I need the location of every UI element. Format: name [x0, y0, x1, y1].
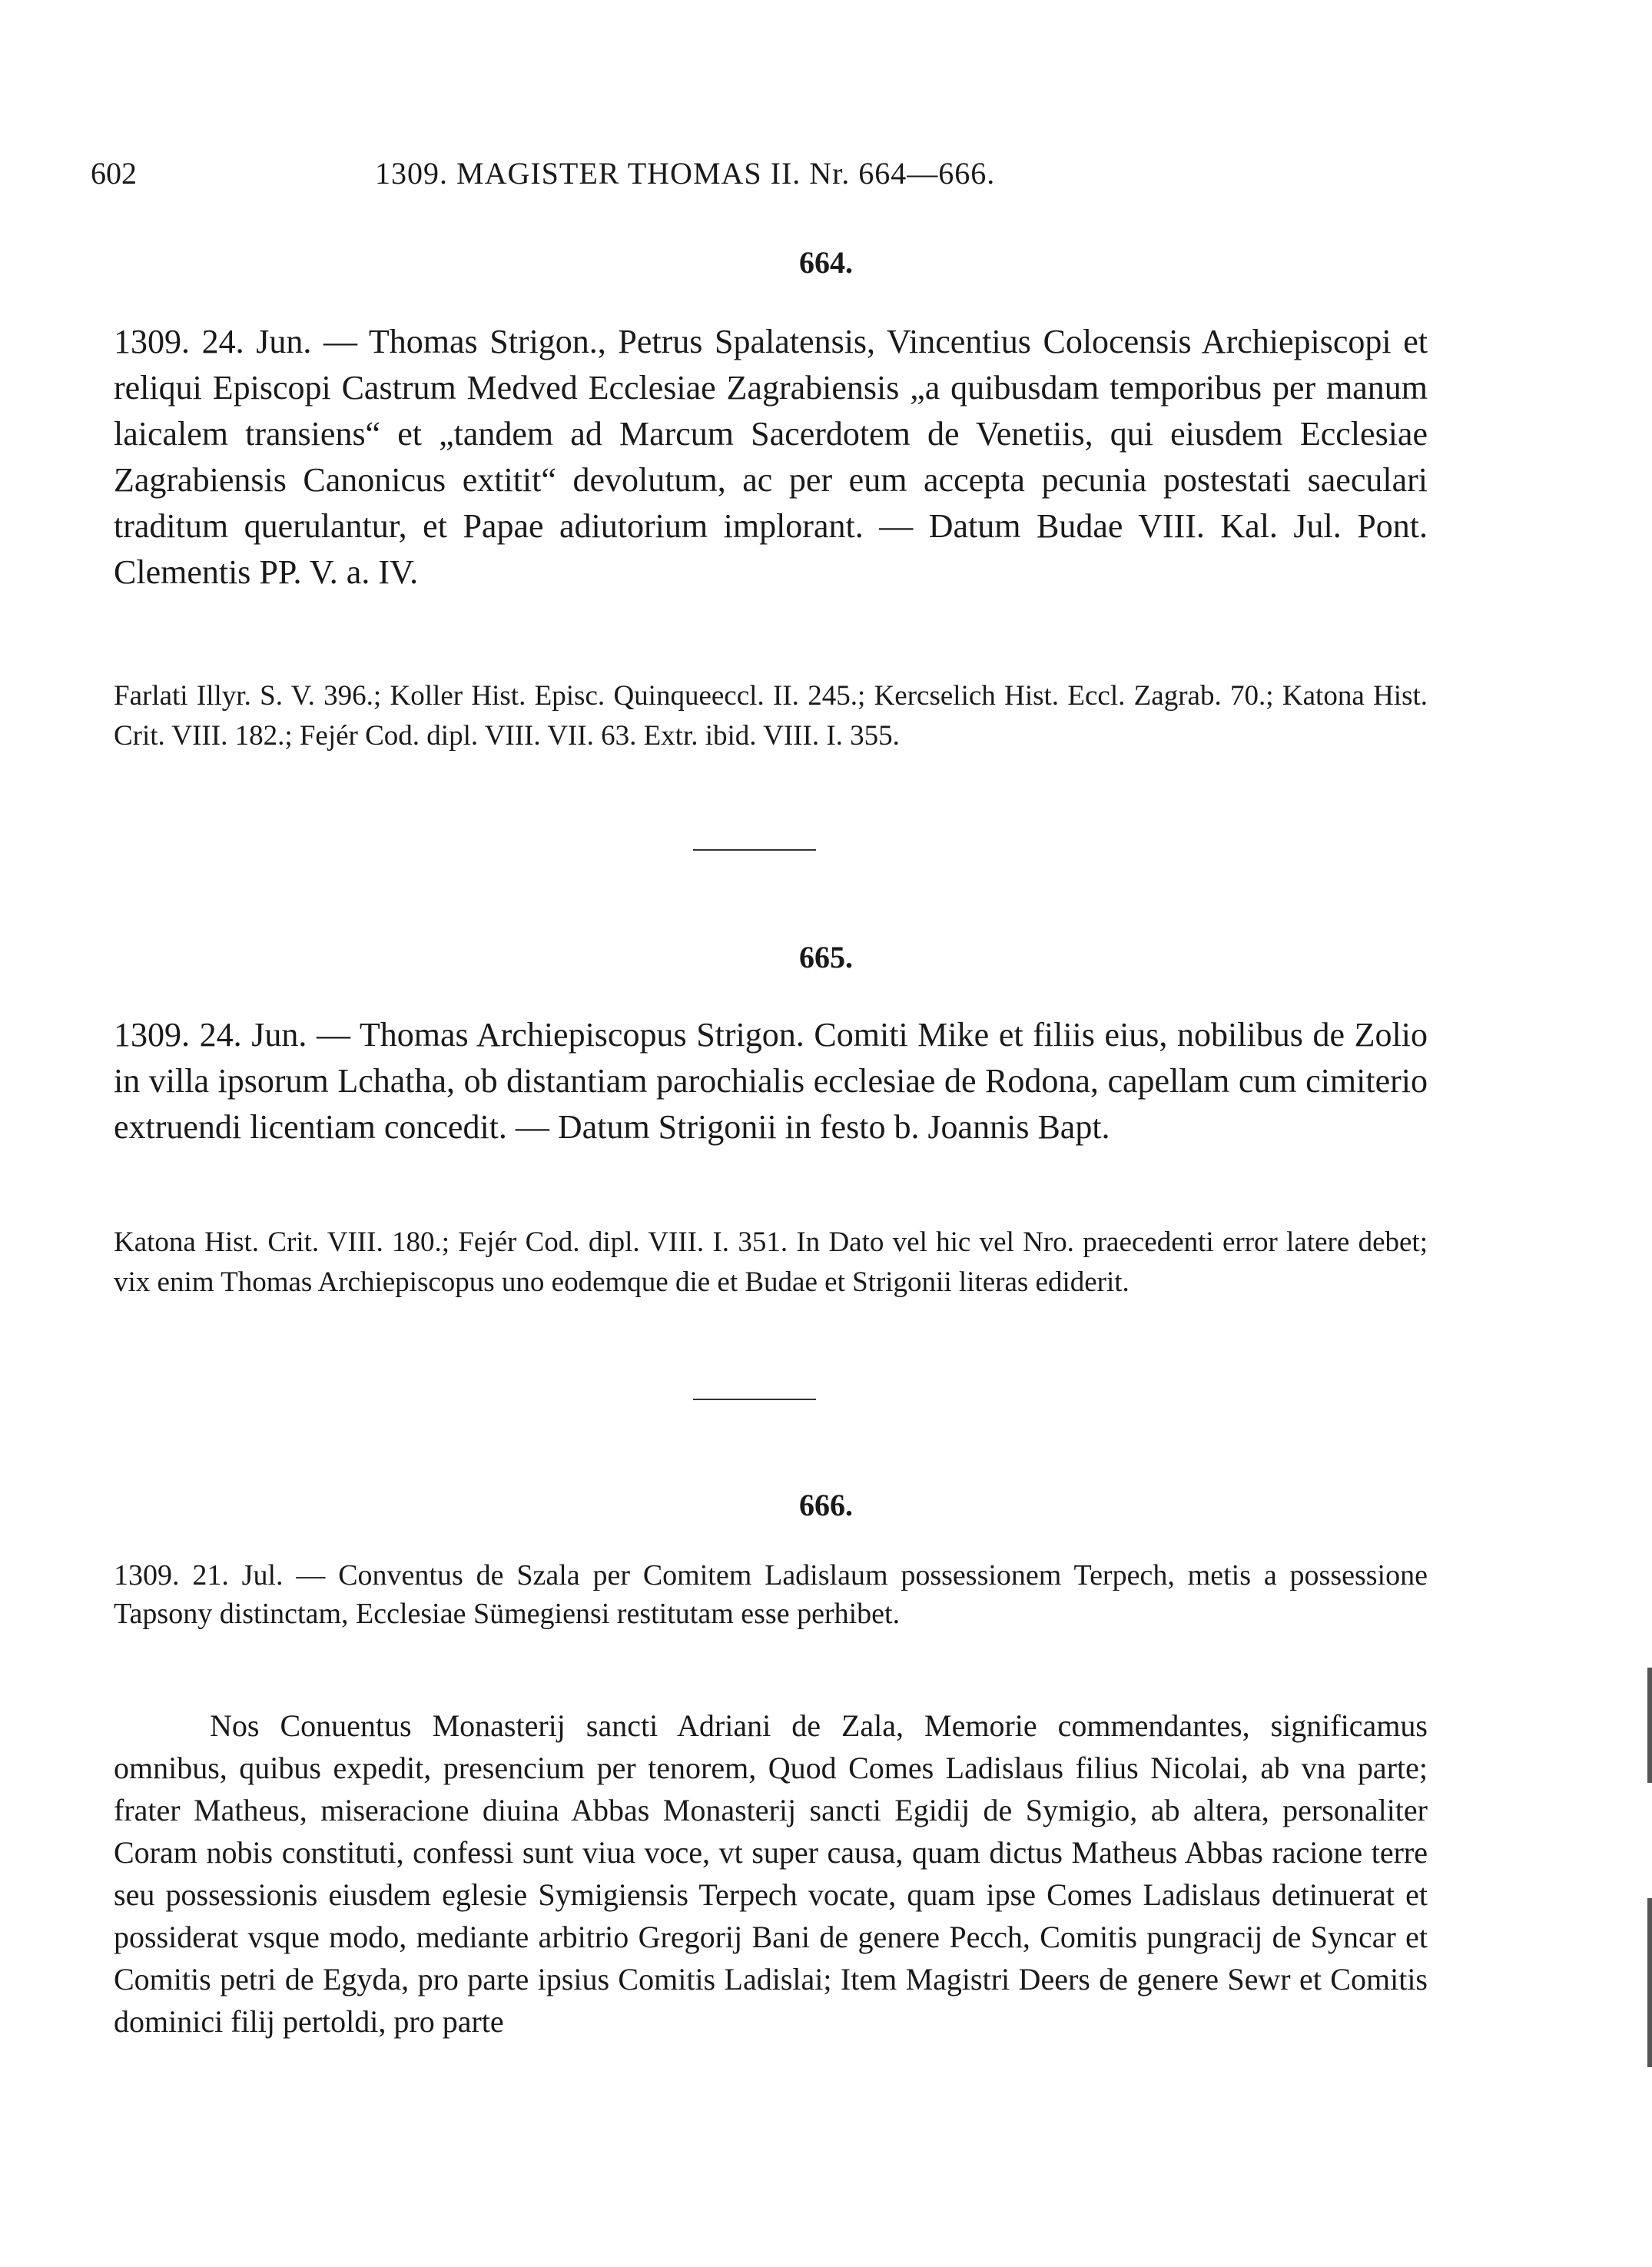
section-divider	[693, 1399, 816, 1400]
document-number-666: 666.	[799, 1488, 853, 1522]
running-header	[91, 155, 1435, 201]
scan-edge-mark	[1647, 1898, 1652, 2067]
scan-edge-mark	[1647, 1668, 1652, 1783]
section-divider	[693, 849, 816, 851]
page-number: 602	[91, 156, 137, 191]
running-title: 1309. MAGISTER THOMAS II. Nr. 664—666.	[375, 156, 996, 191]
document-number-665: 665.	[799, 940, 853, 974]
document-666-summary: 1309. 21. Jul. — Conventus de Szala per Comitem Ladislaum possessionem Terpech, metis a possessione Tapsony distinctam, Ecclesiae Sümegiensi restitutam esse perhibet.	[114, 1559, 1428, 1630]
document-664-summary: 1309. 24. Jun. — Thomas Strigon., Petrus Spalatensis, Vincentius Colocensis Archiepiscopi et reliqui Episcopi Castrum Medved Ecclesiae Zagrabiensis „a quibusdam temporibus per manum laicalem transiens“ et „tandem ad Marcum Sacerdotem de Venetiis, qui eiusdem Ecclesiae Zagrabiensis Canonicus extitit“ devolutum, ac per eum accepta pecunia postestati saeculari traditum querulantur, et Papae adiutorium implorant. — Datum Budae VIII. Kal. Jul. Pont. Clementis PP. V. a. IV.	[114, 323, 1428, 591]
document-665-sources: Katona Hist. Crit. VIII. 180.; Fejér Cod. dipl. VIII. I. 351. In Dato vel hic vel Nro. praecedenti error latere debet; vix enim Thomas Archiepiscopus uno eodemque die et Budae et Strigonii literas ediderit.	[114, 1226, 1428, 1298]
document-number-664: 664.	[799, 245, 853, 280]
document-665-summary: 1309. 24. Jun. — Thomas Archiepiscopus Strigon. Comiti Mike et filiis eius, nobilibus de Zolio in villa ipsorum Lchatha, ob distantiam parochialis ecclesiae de Rodona, capellam cum cimiterio extruendi licentiam concedit. — Datum Strigonii in festo b. Joannis Bapt.	[114, 1016, 1428, 1146]
document-664-sources: Farlati Illyr. S. V. 396.; Koller Hist. Episc. Quinqueeccl. II. 245.; Kercselich Hist. Eccl. Zagrab. 70.; Katona Hist. Crit. VIII. 182.; Fejér Cod. dipl. VIII. VII. 63. Extr. ibid. VIII. I. 355.	[114, 680, 1428, 752]
document-666-text: Nos Conuentus Monasterij sancti Adriani de Zala, Memorie commendantes, significamus omnibus, quibus expedit, presencium per tenorem, Quod Comes Ladislaus filius Nicolai, ab vna parte; frater Matheus, miseracione diuina Abbas Monasterij sancti Egidij de Symigio, ab altera, personaliter Coram nobis constituti, confessi sunt viua voce, vt super causa, quam dictus Matheus Abbas racione terre seu possessionis eiusdem eglesie Symigiensis Terpech vocate, quam ipse Comes Ladislaus detinuerat et possiderat vsque modo, mediante arbitrio Gregorij Bani de genere Pecch, Comitis pungracij de Syncar et Comitis petri de Egyda, pro parte ipsius Comitis Ladislai; Item Magistri Deers de genere Sewr et Comitis dominici filij pertoldi, pro parte	[114, 1708, 1428, 2039]
